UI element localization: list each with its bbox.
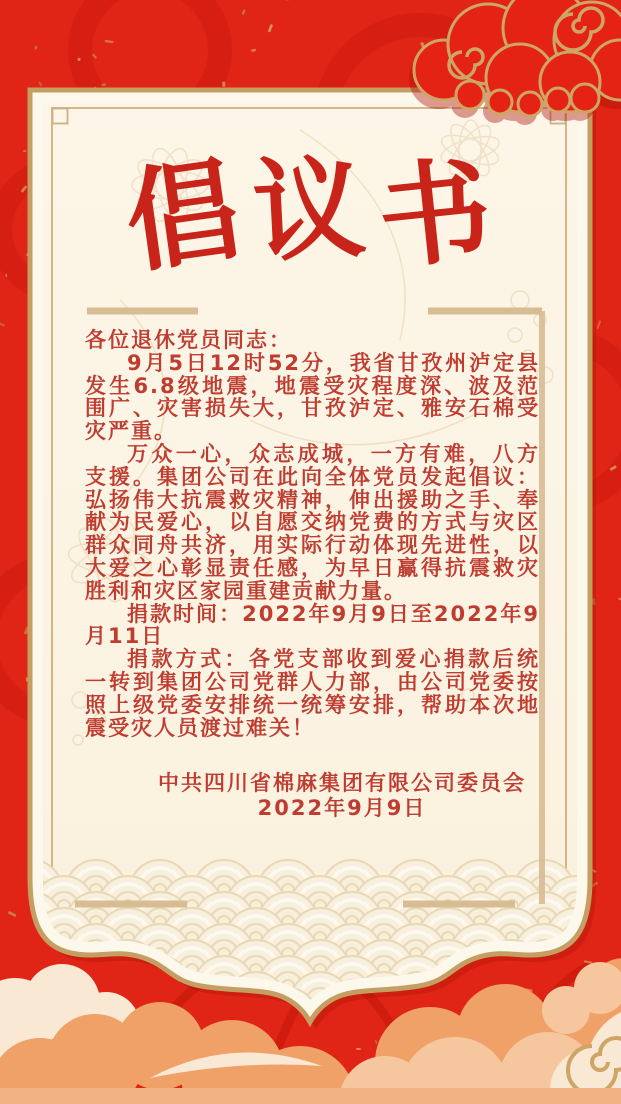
scroll-panel	[0, 90, 621, 1064]
salutation: 各位退休党员同志：	[85, 328, 292, 352]
paragraph-appeal: 万众一心，众志成城，一方有难，八方支援。集团公司在此向全体党员发起倡议：弘扬伟大抗震救灾精神，伸出援助之手、奉献为民爱心，以自愿交纳党费的方式与灾区群众同舟共济，用实际行动体现先进性，以大爱之心彰显责任感，为早日赢得抗震救灾胜利和灾区家园重建贡献力量。	[85, 441, 540, 603]
paragraph-earthquake: 9月5日12时52分，我省甘孜州泸定县发生6.8级地震，地震受灾程度深、波及范围广、灾害损失大，甘孜泸定、雅安石棉受灾严重。	[85, 350, 540, 444]
title-char: 倡	[118, 144, 248, 290]
signature-date: 2022年9月9日	[257, 796, 427, 821]
donation-method: 捐款方式：各党支部收到爱心捐款后统一转到集团公司党群人力部，由公司党委按照上级党委安排统一统筹安排，帮助本次地震受灾人员渡过难关！	[85, 647, 540, 740]
bottom-band	[0, 1088, 621, 1104]
title-char: 议	[249, 143, 369, 279]
title-char: 书	[372, 144, 498, 286]
signature-org: 中共四川省棉麻集团有限公司委员会	[158, 771, 526, 796]
donation-time: 捐款时间：2022年9月9日至2022年9月11日	[85, 601, 540, 649]
